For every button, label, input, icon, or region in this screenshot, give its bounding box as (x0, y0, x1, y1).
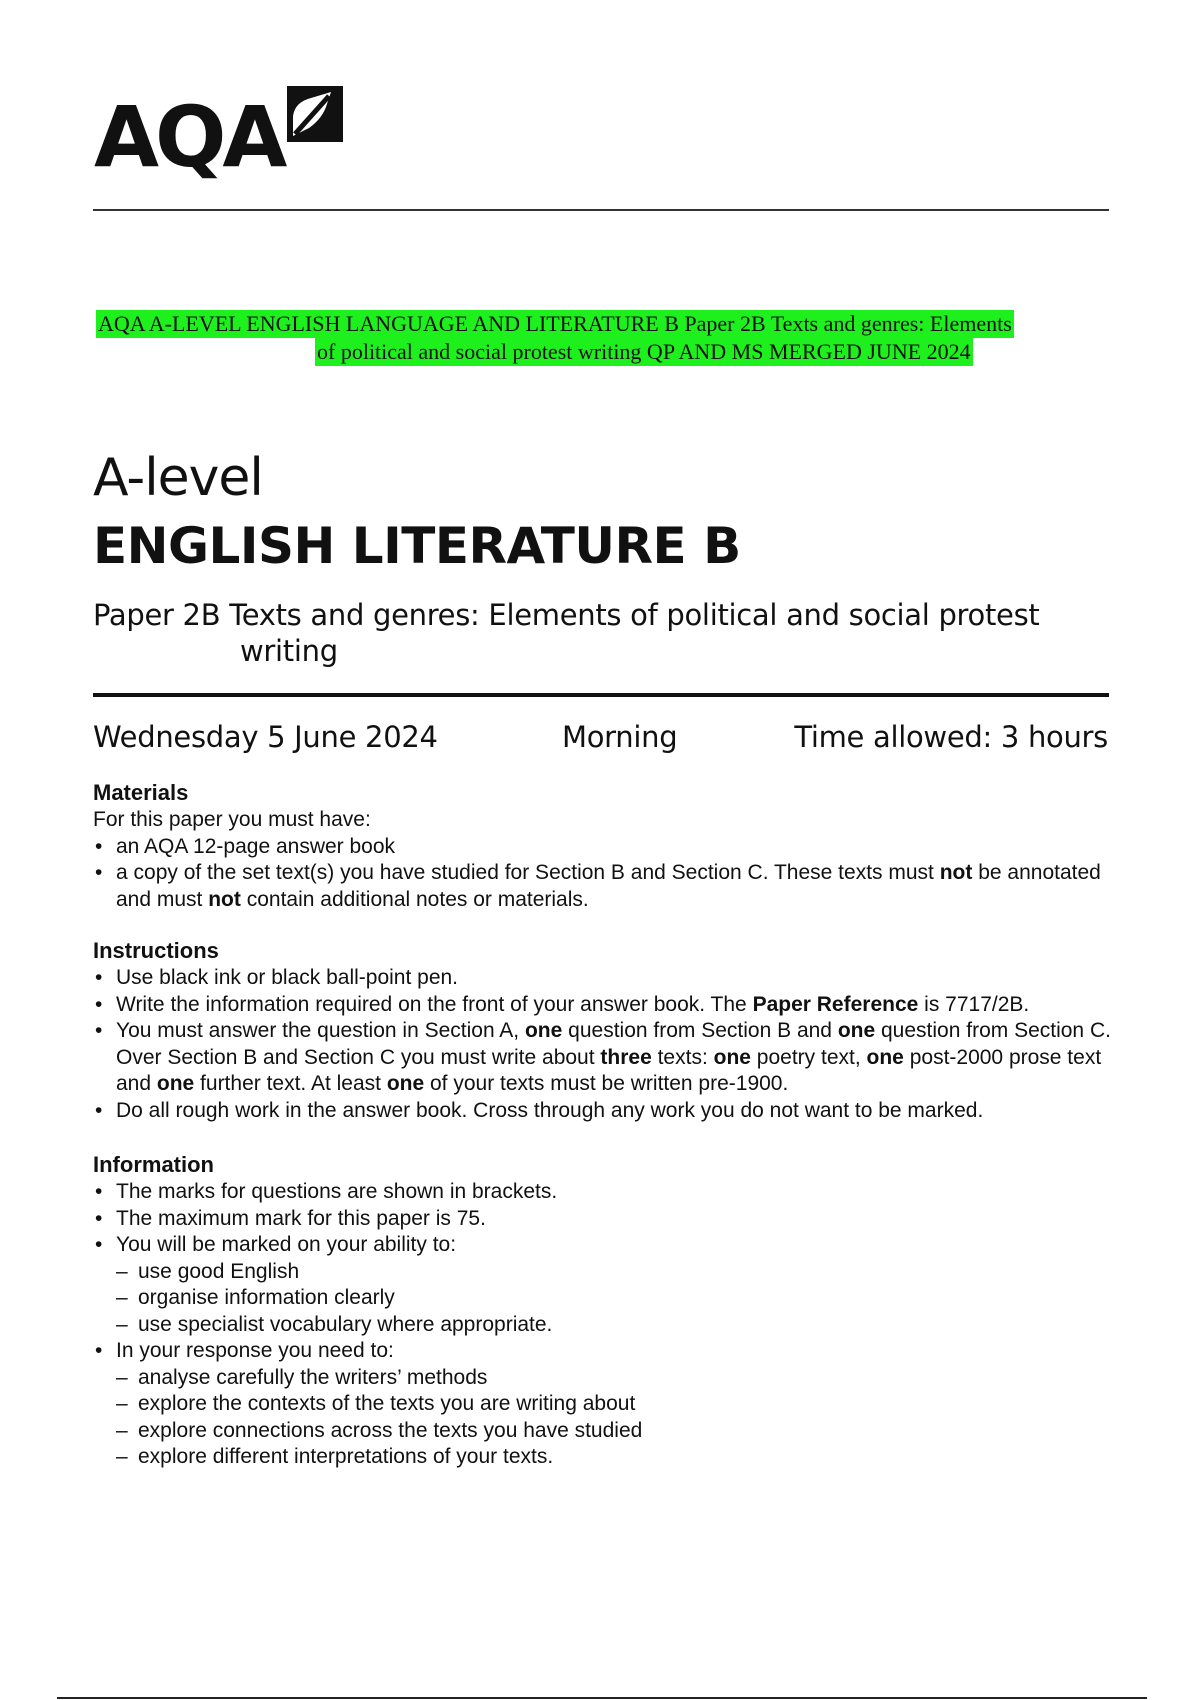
information-list (93, 1179, 1113, 1471)
information-heading: Information (93, 1152, 214, 1177)
materials-list (93, 834, 1113, 914)
list-item: • a copy of the set text(s) you have studied for Section B and Section C. These texts must not be annotated and must not contain additional notes or materials. (93, 860, 1113, 913)
materials-heading: Materials (93, 780, 189, 805)
banner-line-1: AQA A-LEVEL ENGLISH LANGUAGE AND LITERATURE B Paper 2B Texts and genres: Elements (98, 311, 1012, 336)
time-allowed: Time allowed: 3 hours (794, 720, 1108, 754)
list-item: • You will be marked on your ability to: (93, 1232, 1113, 1259)
sub-list-item: – use specialist vocabulary where appropriate. (93, 1312, 1113, 1339)
information-section (93, 1151, 1113, 1471)
list-item: • The maximum mark for this paper is 75. (93, 1206, 1113, 1233)
paper-title (93, 597, 1083, 669)
qualification-level: A-level (93, 448, 263, 508)
subject-title: ENGLISH LITERATURE B (93, 517, 741, 575)
list-item: • The marks for questions are shown in brackets. (93, 1179, 1113, 1206)
header-rule (93, 209, 1109, 211)
aqa-logo (94, 86, 343, 186)
list-item: • You must answer the question in Section A, one question from Section B and one question from Section C. Over Section B and Section C you must write about three texts: one poetry text, one post-2000 prose text and one further text. At least one of your texts must be written pre-1900. (93, 1018, 1113, 1098)
footer-rule (57, 1697, 1147, 1699)
banner-line-2: of political and social protest writing QP AND MS MERGED JUNE 2024 (317, 339, 971, 364)
list-item: • In your response you need to: (93, 1338, 1113, 1365)
sub-list-item: – use good English (93, 1259, 1113, 1286)
sub-list-item: – explore different interpretations of your texts. (93, 1444, 1113, 1471)
aqa-logo-mark-icon (287, 86, 343, 142)
paper-title-line-1: Paper 2B Texts and genres: Elements of political and social protest (93, 598, 1040, 632)
list-item: • Do all rough work in the answer book. Cross through any work you do not want to be marked. (93, 1098, 1113, 1125)
instructions-section (93, 937, 1113, 1124)
exam-date: Wednesday 5 June 2024 (93, 720, 438, 754)
paper-title-line-2: writing (240, 634, 338, 668)
materials-intro: For this paper you must have: (93, 808, 371, 831)
sub-list-item: – explore the contexts of the texts you are writing about (93, 1391, 1113, 1418)
title-rule (93, 693, 1109, 697)
instructions-heading: Instructions (93, 938, 219, 963)
merged-doc-banner (96, 310, 1110, 366)
aqa-logo-text: AQA (94, 88, 284, 186)
exam-session: Morning (562, 720, 678, 754)
sub-list-item: – explore connections across the texts you have studied (93, 1418, 1113, 1445)
instructions-list (93, 965, 1113, 1124)
list-item: • an AQA 12-page answer book (93, 834, 1113, 861)
sub-list-item: – organise information clearly (93, 1285, 1113, 1312)
sub-list-item: – analyse carefully the writers’ methods (93, 1365, 1113, 1392)
materials-section (93, 779, 1113, 913)
list-item: • Write the information required on the front of your answer book. The Paper Reference is 7717/2B. (93, 992, 1113, 1019)
list-item: • Use black ink or black ball-point pen. (93, 965, 1113, 992)
